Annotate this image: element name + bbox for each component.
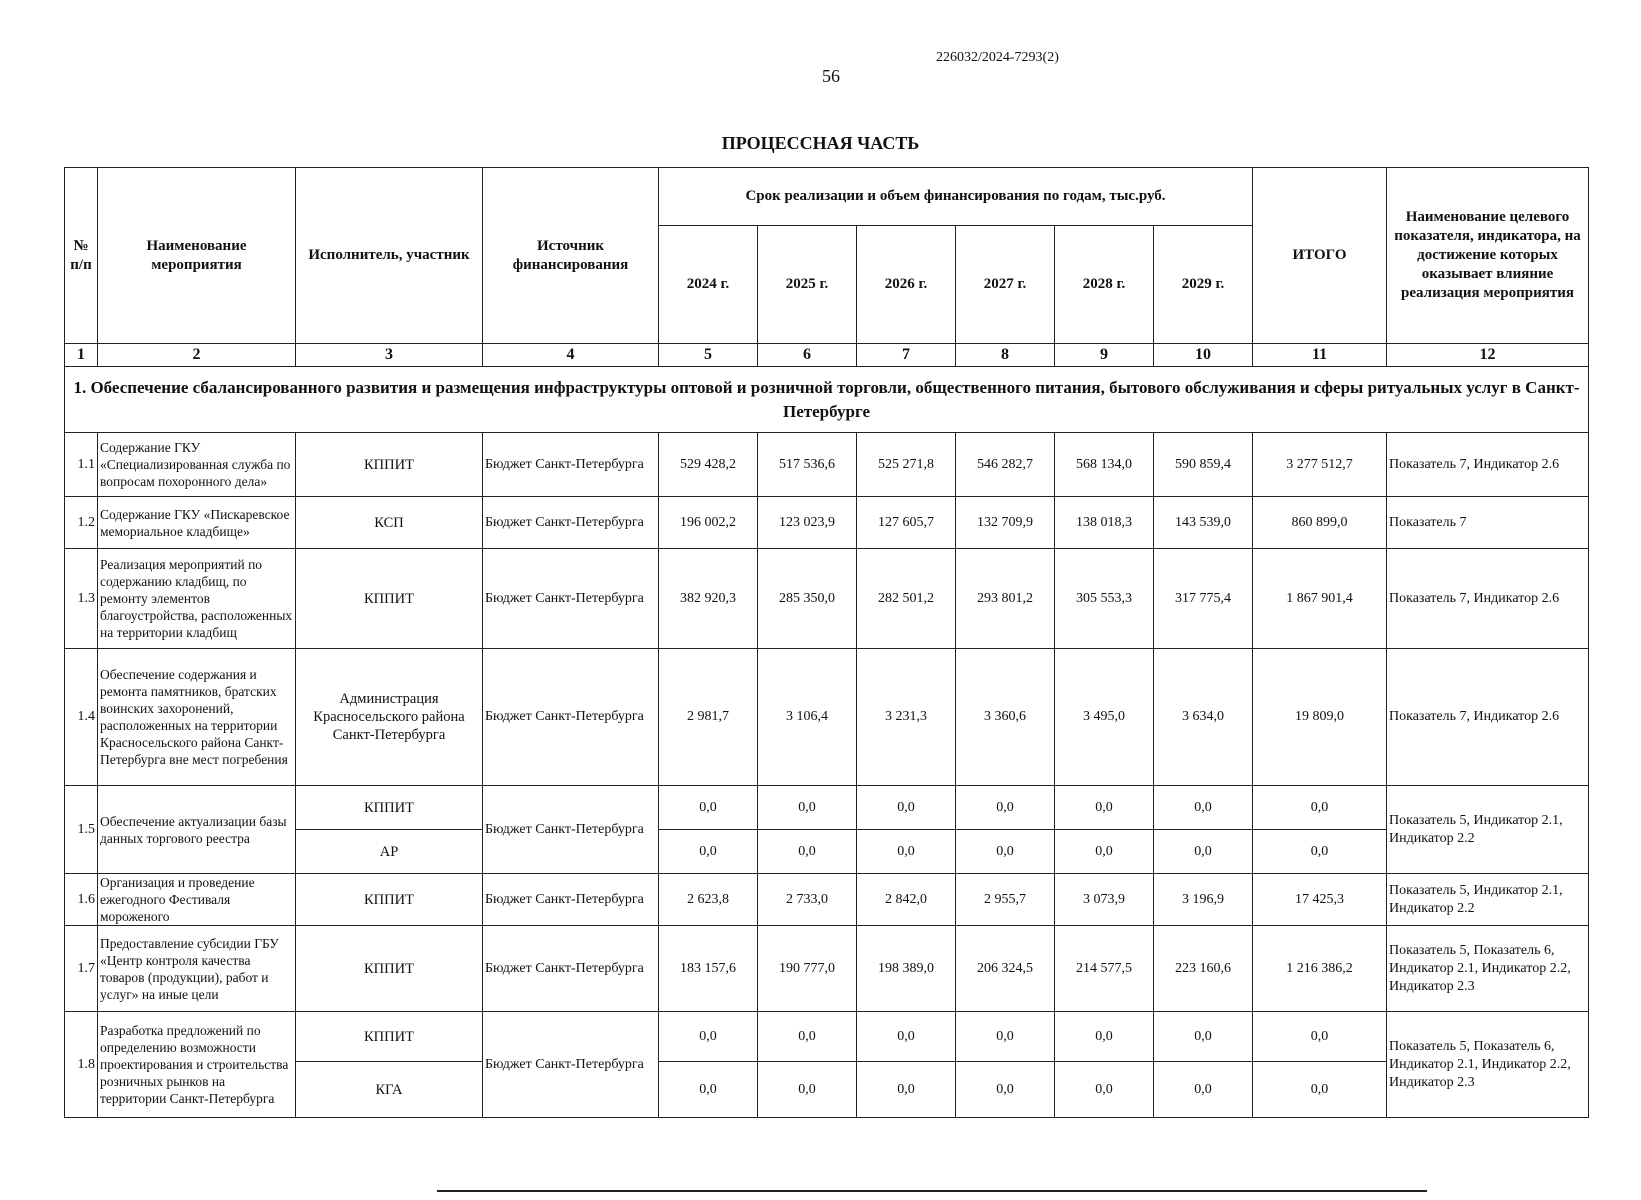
year-amount: 282 501,2 — [857, 549, 956, 649]
year-amount: 3 073,9 — [1055, 874, 1154, 926]
year-amount: 0,0 — [956, 1012, 1055, 1062]
year-amount: 2 842,0 — [857, 874, 956, 926]
year-amount: 0,0 — [956, 1062, 1055, 1118]
column-index-row — [65, 344, 1589, 367]
funding-source: Бюджет Санкт-Петербурга — [483, 549, 659, 649]
year-amount: 305 553,3 — [1055, 549, 1154, 649]
col-header-year: 2024 г. — [659, 226, 758, 344]
year-amount: 0,0 — [659, 830, 758, 874]
year-amount: 0,0 — [857, 830, 956, 874]
document-registration-number: 226032/2024-7293(2) — [936, 50, 1059, 65]
executor: КГА — [296, 1062, 483, 1118]
column-index: 9 — [1055, 344, 1154, 367]
executor: КППИТ — [296, 1012, 483, 1062]
table-row — [65, 874, 1589, 926]
funding-source: Бюджет Санкт-Петербурга — [483, 649, 659, 786]
executor: АР — [296, 830, 483, 874]
year-amount: 317 775,4 — [1154, 549, 1253, 649]
total-amount: 1 216 386,2 — [1253, 926, 1387, 1012]
row-number: 1.1 — [65, 433, 98, 497]
year-amount: 2 981,7 — [659, 649, 758, 786]
funding-source: Бюджет Санкт-Петербурга — [483, 874, 659, 926]
target-indicator: Показатель 5, Показатель 6, Индикатор 2.1, Индикатор 2.2, Индикатор 2.3 — [1387, 926, 1589, 1012]
year-amount: 0,0 — [1154, 786, 1253, 830]
table-row — [65, 649, 1589, 786]
year-amount: 0,0 — [758, 830, 857, 874]
executor: КППИТ — [296, 549, 483, 649]
year-amount: 0,0 — [1055, 830, 1154, 874]
year-amount: 0,0 — [659, 786, 758, 830]
row-number: 1.7 — [65, 926, 98, 1012]
col-header-indicator: Наименование целевого показателя, индикатора, на достижение которых оказывает влияние реализация мероприятия — [1387, 168, 1589, 344]
col-header-name: Наименование мероприятия — [98, 168, 296, 344]
year-amount: 0,0 — [659, 1012, 758, 1062]
column-index: 8 — [956, 344, 1055, 367]
row-number: 1.8 — [65, 1012, 98, 1118]
column-index: 6 — [758, 344, 857, 367]
total-amount: 860 899,0 — [1253, 497, 1387, 549]
year-amount: 3 360,6 — [956, 649, 1055, 786]
total-amount: 0,0 — [1253, 1062, 1387, 1118]
year-amount: 590 859,4 — [1154, 433, 1253, 497]
total-amount: 19 809,0 — [1253, 649, 1387, 786]
target-indicator: Показатель 7, Индикатор 2.6 — [1387, 549, 1589, 649]
target-indicator: Показатель 5, Показатель 6, Индикатор 2.1, Индикатор 2.2, Индикатор 2.3 — [1387, 1012, 1589, 1118]
year-amount: 198 389,0 — [857, 926, 956, 1012]
year-amount: 143 539,0 — [1154, 497, 1253, 549]
year-amount: 0,0 — [956, 830, 1055, 874]
funding-table — [64, 167, 1589, 1118]
year-amount: 190 777,0 — [758, 926, 857, 1012]
year-amount: 568 134,0 — [1055, 433, 1154, 497]
activity-name: Реализация мероприятий по содержанию кладбищ, по ремонту элементов благоустройства, расположенных на территории кладбищ — [98, 549, 296, 649]
year-amount: 0,0 — [659, 1062, 758, 1118]
year-amount: 525 271,8 — [857, 433, 956, 497]
column-index: 12 — [1387, 344, 1589, 367]
table-row — [65, 926, 1589, 1012]
row-number: 1.5 — [65, 786, 98, 874]
funding-source: Бюджет Санкт-Петербурга — [483, 1012, 659, 1118]
executor: КСП — [296, 497, 483, 549]
col-header-executor: Исполнитель, участник — [296, 168, 483, 344]
activity-name: Предоставление субсидии ГБУ «Центр контроля качества товаров (продукции), работ и услуг» на иные цели — [98, 926, 296, 1012]
table-row — [65, 497, 1589, 549]
total-amount: 0,0 — [1253, 1012, 1387, 1062]
page-number: 56 — [822, 66, 840, 86]
year-amount: 293 801,2 — [956, 549, 1055, 649]
year-amount: 517 536,6 — [758, 433, 857, 497]
column-index: 1 — [65, 344, 98, 367]
year-amount: 0,0 — [857, 1012, 956, 1062]
year-amount: 382 920,3 — [659, 549, 758, 649]
year-amount: 132 709,9 — [956, 497, 1055, 549]
column-index: 5 — [659, 344, 758, 367]
funding-source: Бюджет Санкт-Петербурга — [483, 926, 659, 1012]
table-row — [65, 549, 1589, 649]
column-index: 7 — [857, 344, 956, 367]
year-amount: 123 023,9 — [758, 497, 857, 549]
executor: Администрация Красносельского района Санкт-Петербурга — [296, 649, 483, 786]
year-amount: 529 428,2 — [659, 433, 758, 497]
row-number: 1.2 — [65, 497, 98, 549]
total-amount: 0,0 — [1253, 786, 1387, 830]
target-indicator: Показатель 7, Индикатор 2.6 — [1387, 433, 1589, 497]
funding-source: Бюджет Санкт-Петербурга — [483, 433, 659, 497]
col-header-period: Срок реализации и объем финансирования по годам, тыс.руб. — [659, 168, 1253, 226]
table-row — [65, 786, 1589, 830]
year-amount: 138 018,3 — [1055, 497, 1154, 549]
funding-source: Бюджет Санкт-Петербурга — [483, 497, 659, 549]
col-header-year: 2025 г. — [758, 226, 857, 344]
col-header-year: 2029 г. — [1154, 226, 1253, 344]
year-amount: 0,0 — [857, 786, 956, 830]
col-header-year: 2028 г. — [1055, 226, 1154, 344]
total-amount: 3 277 512,7 — [1253, 433, 1387, 497]
year-amount: 127 605,7 — [857, 497, 956, 549]
target-indicator: Показатель 5, Индикатор 2.1, Индикатор 2.2 — [1387, 874, 1589, 926]
activity-name: Обеспечение актуализации базы данных торгового реестра — [98, 786, 296, 874]
column-index: 3 — [296, 344, 483, 367]
funding-source: Бюджет Санкт-Петербурга — [483, 786, 659, 874]
year-amount: 3 196,9 — [1154, 874, 1253, 926]
year-amount: 0,0 — [857, 1062, 956, 1118]
col-header-total: ИТОГО — [1253, 168, 1387, 344]
column-index: 4 — [483, 344, 659, 367]
year-amount: 0,0 — [956, 786, 1055, 830]
year-amount: 196 002,2 — [659, 497, 758, 549]
table-row — [65, 433, 1589, 497]
year-amount: 0,0 — [1154, 1012, 1253, 1062]
year-amount: 0,0 — [1055, 1012, 1154, 1062]
year-amount: 0,0 — [1055, 1062, 1154, 1118]
year-amount: 2 623,8 — [659, 874, 758, 926]
executor: КППИТ — [296, 786, 483, 830]
activity-name: Разработка предложений по определению возможности проектирования и строительства розничных рынков на территории Санкт-Петербурга — [98, 1012, 296, 1118]
total-amount: 17 425,3 — [1253, 874, 1387, 926]
table-row — [65, 1012, 1589, 1062]
page-bottom-rule — [437, 1190, 1427, 1192]
target-indicator: Показатель 5, Индикатор 2.1, Индикатор 2.2 — [1387, 786, 1589, 874]
col-header-source: Источник финансирования — [483, 168, 659, 344]
executor: КППИТ — [296, 874, 483, 926]
col-header-year: 2027 г. — [956, 226, 1055, 344]
col-header-year: 2026 г. — [857, 226, 956, 344]
activity-name: Организация и проведение ежегодного Фестиваля мороженого — [98, 874, 296, 926]
year-amount: 0,0 — [1055, 786, 1154, 830]
col-header-num: № п/п — [65, 168, 98, 344]
year-amount: 0,0 — [758, 1062, 857, 1118]
column-index: 11 — [1253, 344, 1387, 367]
executor: КППИТ — [296, 433, 483, 497]
year-amount: 206 324,5 — [956, 926, 1055, 1012]
total-amount: 1 867 901,4 — [1253, 549, 1387, 649]
executor: КППИТ — [296, 926, 483, 1012]
year-amount: 546 282,7 — [956, 433, 1055, 497]
year-amount: 0,0 — [758, 1012, 857, 1062]
year-amount: 3 231,3 — [857, 649, 956, 786]
year-amount: 3 634,0 — [1154, 649, 1253, 786]
target-indicator: Показатель 7 — [1387, 497, 1589, 549]
year-amount: 214 577,5 — [1055, 926, 1154, 1012]
year-amount: 285 350,0 — [758, 549, 857, 649]
year-amount: 0,0 — [1154, 1062, 1253, 1118]
section-title: ПРОЦЕССНАЯ ЧАСТЬ — [721, 133, 920, 153]
section-heading-row — [65, 367, 1589, 433]
year-amount: 3 495,0 — [1055, 649, 1154, 786]
activity-name: Содержание ГКУ «Специализированная служба по вопросам похоронного дела» — [98, 433, 296, 497]
row-number: 1.4 — [65, 649, 98, 786]
year-amount: 2 733,0 — [758, 874, 857, 926]
column-index: 10 — [1154, 344, 1253, 367]
year-amount: 3 106,4 — [758, 649, 857, 786]
header-row-top — [65, 168, 1589, 226]
activity-name: Обеспечение содержания и ремонта памятников, братских воинских захоронений, расположенных на территории Красносельского района Санкт-Петербурга вне мест погребения — [98, 649, 296, 786]
activity-name: Содержание ГКУ «Пискаревское мемориальное кладбище» — [98, 497, 296, 549]
row-number: 1.3 — [65, 549, 98, 649]
section-heading: 1. Обеспечение сбалансированного развития и размещения инфраструктуры оптовой и розничной торговли, общественного питания, бытового обслуживания и сферы ритуальных услуг в Санкт-Петербурге — [65, 367, 1589, 433]
column-index: 2 — [98, 344, 296, 367]
year-amount: 223 160,6 — [1154, 926, 1253, 1012]
year-amount: 2 955,7 — [956, 874, 1055, 926]
row-number: 1.6 — [65, 874, 98, 926]
target-indicator: Показатель 7, Индикатор 2.6 — [1387, 649, 1589, 786]
year-amount: 0,0 — [1154, 830, 1253, 874]
year-amount: 183 157,6 — [659, 926, 758, 1012]
total-amount: 0,0 — [1253, 830, 1387, 874]
year-amount: 0,0 — [758, 786, 857, 830]
